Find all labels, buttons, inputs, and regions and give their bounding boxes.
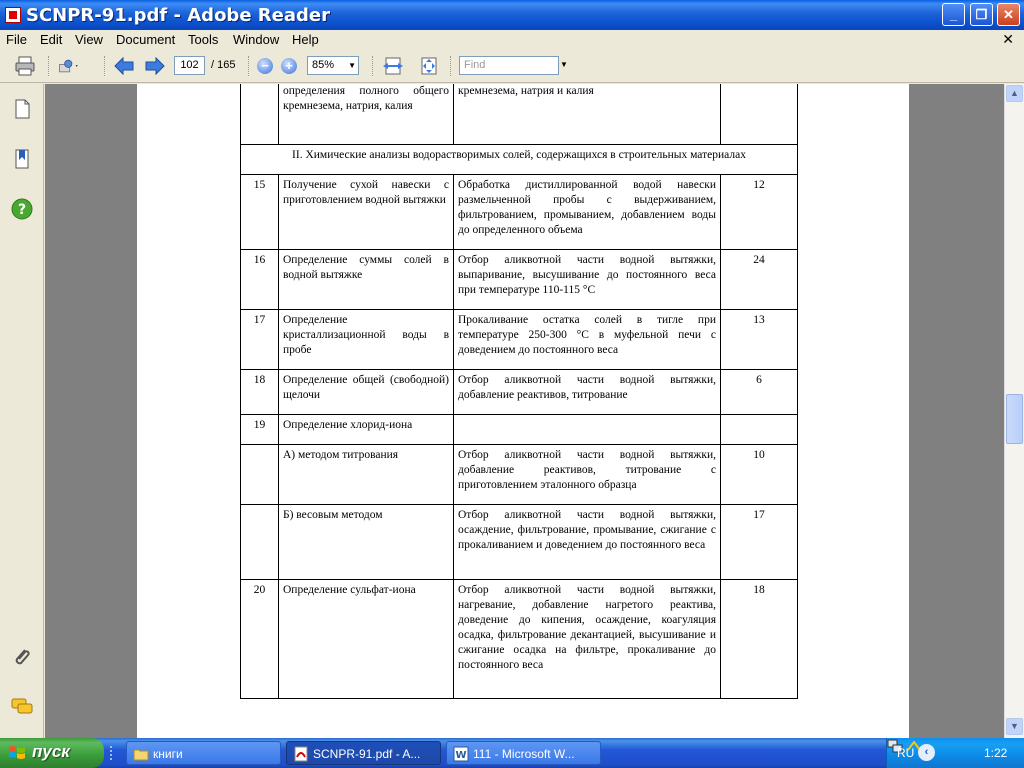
page-count-label: / 165 [211,59,236,71]
help-icon[interactable] [11,198,33,220]
row-description [454,415,721,445]
navigation-pane [0,84,44,738]
vertical-scrollbar[interactable] [1004,84,1024,738]
row-number: 19 [241,415,279,445]
previous-page-icon[interactable] [113,56,135,76]
table-row [241,505,798,580]
toolbar [0,50,1024,83]
row-value: 18 [721,580,798,699]
find-input[interactable]: Find [459,56,559,75]
row-name: Определение сульфат-иона [279,580,454,699]
row-description: Отбор аликвотной части водной вытяжки, осаждение, фильтрование, промывание, сжигание с прокаливанием и доведением до постоянного веса [454,505,721,580]
section-row [241,145,798,175]
minimize-button[interactable]: _ [942,3,965,26]
section-heading: II. Химические анализы водорастворимых солей, содержащихся в строительных материалах [241,145,798,175]
scroll-up-button[interactable]: ▲ [1006,85,1023,102]
task-books-folder[interactable] [126,741,281,765]
start-button[interactable] [0,738,104,768]
tools-icon[interactable] [58,56,80,76]
fit-page-icon[interactable] [418,56,440,76]
menu-view[interactable]: View [75,32,103,47]
toolbar-separator [372,56,374,76]
attachments-icon[interactable] [11,646,33,668]
toolbar-separator [48,56,50,76]
scroll-thumb[interactable] [1006,394,1023,444]
row-number: 20 [241,580,279,699]
task-label: книги [153,747,183,761]
table-row [241,415,798,445]
row-value: 24 [721,250,798,310]
table-row [241,445,798,505]
row-number: 18 [241,370,279,415]
zoom-out-icon[interactable]: − [257,58,273,74]
table-row [241,580,798,699]
scroll-down-button[interactable]: ▼ [1006,718,1023,735]
close-document-button[interactable]: ✕ [1002,31,1014,47]
row-description: Отбор аликвотной части водной вытяжки, добавление реактивов, титрование [454,370,721,415]
row-description: Обработка дистиллированной водой навески размельченной пробы с выдерживанием, фильтрованием, промыванием, добавлением воды до определенного объема [454,175,721,250]
table-row [241,370,798,415]
zoom-select[interactable] [307,56,359,75]
language-indicator[interactable]: RU [897,746,915,760]
row-name: А) методом титрования [279,445,454,505]
task-label: 111 - Microsoft W... [473,747,575,761]
close-button[interactable]: ✕ [997,3,1020,26]
menu-window[interactable]: Window [233,32,280,47]
zoom-value: 85% [312,59,335,71]
toolbar-separator [450,56,452,76]
find-options-chevron-icon[interactable]: ▼ [560,60,568,69]
row-number: 16 [241,250,279,310]
chevron-down-icon: ▼ [348,61,356,70]
row-name: Определение кристаллизационной воды в пробе [279,310,454,370]
start-label: пуск [32,742,70,761]
page-number-input[interactable]: 102 [174,56,205,75]
row-number: 15 [241,175,279,250]
pdf-icon [293,746,309,762]
row-description: кремнезема, натрия и калия [454,84,721,145]
window-title: SCNPR-91.pdf - Adobe Reader [26,5,330,26]
row-value [721,415,798,445]
menu-bar [0,30,1024,50]
pages-icon[interactable] [11,98,33,120]
system-tray [886,738,1024,768]
document-table [240,84,798,699]
task-adobe-reader[interactable] [286,741,441,765]
menu-file[interactable]: File [6,32,27,47]
row-value: 12 [721,175,798,250]
row-name: Получение сухой навески с приготовлением водной вытяжки [279,175,454,250]
task-microsoft-word[interactable] [446,741,601,765]
word-icon [453,746,469,762]
table-row [241,84,798,145]
document-viewport[interactable] [45,84,1004,738]
bookmarks-icon[interactable] [11,148,33,170]
menu-document[interactable]: Document [116,32,176,47]
row-description: Отбор аликвотной части водной вытяжки, нагревание, добавление нагретого реактива, доведение до кипения, осаждение, коагуляция осадка, фильтрование декантацией, высушивание и сжигание осадка на фильтре, прокаливание до постоянного веса [454,580,721,699]
row-value: 10 [721,445,798,505]
table-row [241,250,798,310]
row-value: 6 [721,370,798,415]
row-description: Прокаливание остатка солей в тигле при температуре 250-300 °С в муфельной печи с доведением до постоянного веса [454,310,721,370]
toolbar-separator [104,56,106,76]
svg-text:W: W [455,750,467,761]
folder-icon [133,746,149,762]
taskbar [0,738,1024,768]
row-name: Б) весовым методом [279,505,454,580]
row-description: Отбор аликвотной части водной вытяжки, добавление реактивов, титрование с приготовлением эталонного образца [454,445,721,505]
task-label: SCNPR-91.pdf - A... [313,747,421,761]
row-description: Отбор аликвотной части водной вытяжки, выпаривание, высушивание до постоянного веса при температуре 110-115 °С [454,250,721,310]
clock: 1:22 [984,746,1008,760]
row-number: 17 [241,310,279,370]
table-row [241,310,798,370]
next-page-icon[interactable] [144,56,166,76]
row-value [721,84,798,145]
show-hidden-icons-chevron-icon[interactable]: ‹ [918,744,935,761]
row-name: Определение хлорид-иона [279,415,454,445]
windows-flag-icon [8,744,26,762]
row-name: Определение общей (свободной) щелочи [279,370,454,415]
toolbar-separator [248,56,250,76]
row-name: определения полного общего кремнезема, натрия, калия [279,84,454,145]
row-number [241,445,279,505]
adobe-reader-icon [5,7,21,23]
table-row [241,175,798,250]
title-bar [0,0,1024,30]
menu-edit[interactable]: Edit [40,32,63,47]
quick-launch-handle[interactable] [110,746,120,760]
fit-width-icon[interactable] [382,56,404,76]
zoom-in-icon[interactable]: + [281,58,297,74]
pdf-page [137,84,909,738]
row-number [241,505,279,580]
row-value: 17 [721,505,798,580]
menu-help[interactable]: Help [292,32,319,47]
row-value: 13 [721,310,798,370]
svg-text:?: ? [17,202,27,218]
menu-tools[interactable]: Tools [188,32,219,47]
row-name: Определение суммы солей в водной вытяжке [279,250,454,310]
maximize-button[interactable]: ❐ [970,3,993,26]
print-icon[interactable] [14,56,36,76]
row-number [241,84,279,145]
comments-icon[interactable] [11,696,33,718]
